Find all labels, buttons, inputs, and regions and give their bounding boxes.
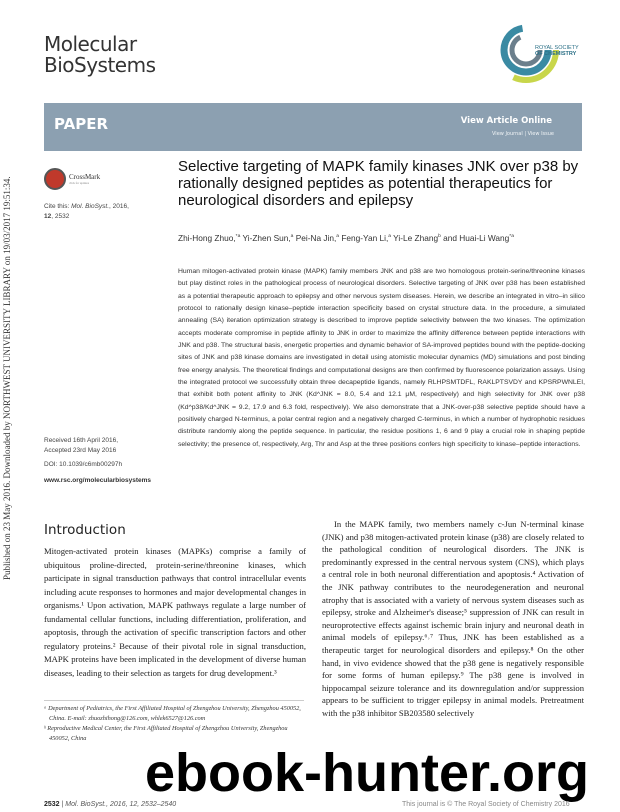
journal-url[interactable]: www.rsc.org/molecularbiosystems — [44, 477, 152, 484]
intro-left-column: Mitogen-activated protein kinases (MAPKs) comprise a family of ubiquitous proline-directed, protein-serine/threonine kinases, which participate in signal transduction pathways that control intracellular events including acute responses to hormones and major developmental changes in organisms.¹ Upon activation, MAPK pathways regulate a large number of fundamental cellular functions, including differentiation, proliferation, and apoptosis, through the activation of specific transcription factors and other regulatory proteins.² Because of their pivotal role in signal transduction, MAPK proteins have been implicated in the development of diverse human diseases, leading to their selection as targets for drug development.³ — [44, 546, 306, 678]
journal-name: Molecular BioSystems — [44, 32, 156, 77]
footnote-divider — [44, 700, 304, 701]
citation: Cite this: Mol. BioSyst., 2016, 12, 2532 — [44, 203, 129, 220]
crossmark-badge[interactable]: CrossMark click for updates — [44, 168, 100, 190]
affiliation-footnotes: ᵃ Department of Pediatrics, the First Affiliated Hospital of Zhengzhou University, Zhengzhou 450052, China. E-mail: zhuozhihong@126.com, whlek6527@126.com ᵇ Reproductive Medical Center, the First Affiliated Hospital of Zhengzhou University, Zhengzhou 450052, China — [44, 705, 301, 742]
page-footer-right: This journal is © The Royal Society of Chemistry 2016 — [402, 801, 570, 808]
article-type: PAPER — [54, 115, 109, 133]
view-journal-issue-links[interactable]: View Journal | View Issue — [492, 131, 554, 137]
download-notice: Published on 23 May 2016. Downloaded by NORTHWEST UNIVERSITY LIBRARY on 19/03/2017 19:51:34. — [2, 176, 12, 580]
page-footer-left: 2532 | Mol. BioSyst., 2016, 12, 2532–2540 — [44, 801, 177, 808]
author-list: Zhi-Hong Zhuo,$^{*a}$ Yi-Zhen Sun,$^a$ Pei-Na Jin,$^a$ Feng-Yan Li,$^a$ Yi-Le Zhang$^b$ and Huai-Li Wang$^{*a}$ — [178, 233, 514, 243]
abstract: Human mitogen-activated protein kinase (MAPK) family members JNK and p38 are two homologous protein-serine/threonine kinases but play distinct roles in the pathological process of neurological disorders. Selective targeting of JNK over p38 has been established as a potential therapeutic approach to epilepsy and other nervous system diseases. Herein, we describe an integrated in vitro–in silico protocol to rationally design kinase–peptide interaction specificity based on crystal structure data. In the procedure, a simulated annealing (SA) iteration optimization strategy is described to improve peptide selectivity between the two kinases. The optimization accepts moderate compromise in peptide affinity to JNK in order to maximize the affinity difference between peptide interactions with JNK and p38. The structural basis, energetic properties and dynamic behavior of SA-improved peptides bound with the peptide-docking sites of JNK and p38 kinase domains are investigated in detail using atomistic molecular dynamics (MD) simulations and post binding free energy analysis. The theoretical findings and computational designs are then confirmed by fluorescence polarization assays. Using the integrated protocol we successfully obtain three decapeptide ligands, namely RLHPSMTDFL, RAKLPTSVDY and KPSRPWNLEI, that exhibit both potent affinity to JNK (Kd^JNK = 8.0, 5.4 and 12.1 μM, respectively) and high selectivity for JNK over p38 (Kd^p38/Kd^JNK = 9.2, 17.9 and 6.3 fold, respectively). We also demonstrate that a JNK-over-p38 selective peptide should have a positively charged N-terminus, a polar central region and a negatively charged C-terminus, in which a number of hydrophobic residues distribute randomly along the peptide sequence. In particular, the residue positions 1, 6 and 9 play a crucial role in shaping peptide selectivity; the presence of, respectively, Arg, Thr and Asp at the three positions confers high specificity to kinase–peptide interactions. — [178, 268, 585, 448]
doi: DOI: 10.1039/c6mb00297h — [44, 461, 123, 468]
section-heading-introduction: Introduction — [44, 522, 126, 538]
crossmark-icon — [44, 168, 66, 190]
view-article-online-link[interactable]: View Article Online — [460, 116, 552, 126]
article-type-banner — [44, 103, 582, 151]
rsc-logo: ROYAL SOCIETY OF CHEMISTRY — [490, 14, 585, 86]
article-dates: Received 16th April 2016, Accepted 23rd May 2016 DOI: 10.1039/c6mb00297h www.rsc.org/molecularbiosystems — [44, 436, 174, 486]
intro-right-column: In the MAPK family, two members namely c-Jun N-terminal kinase (JNK) and p38 mitogen-activated protein kinase (p38) are closely related to the pathological condition of neurological disorders. The JNK is predominantly expressed in the central nervous system (CNS), which plays a central role in both neuronal differentiation and apoptosis.⁴ Activation of the JNK pathway contributes to the neurodegeneration and neuronal atrophy that is associated with a variety of nervous system diseases such as epilepsy, stroke and Alzheimer's disease;⁵ suppression of JNK can result in neuroprotective effects against ischemic brain injury and neuronal death in animal models of epilepsy.⁶˒⁷ Thus, JNK has been established as a therapeutic target for neurological disorders and epilepsy.⁸ On the other hand, in vivo evidence showed that the p38 gene is negatively responsible for some forms of human epilepsy.⁹ The p38 gene is involved in hippocampal seizure tolerance and its downregulation and/or suppression appears to be sufficient to trigger epilepsy in animal models. Pretreatment with the p38 inhibitor SB203580 selectively — [322, 519, 584, 718]
article-title: Selective targeting of MAPK family kinases JNK over p38 by rationally designed peptides as potential therapeutics for neurological disorders and epilepsy — [178, 158, 579, 209]
watermark: ebook-hunter.org — [145, 743, 589, 803]
